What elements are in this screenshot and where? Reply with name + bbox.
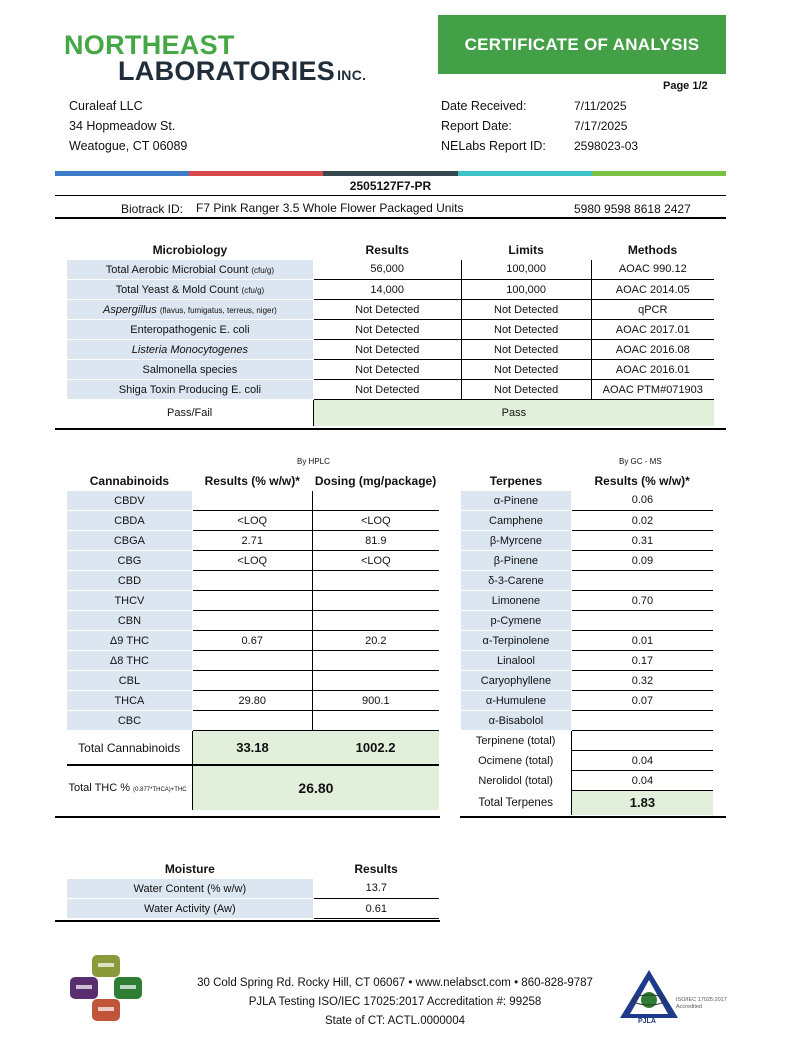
row-label: CBDA (67, 511, 193, 531)
cell: 0.07 (571, 691, 713, 711)
cell (192, 611, 312, 631)
cell: 0.04 (571, 751, 713, 771)
cell: Not Detected (461, 300, 591, 320)
cell (571, 731, 713, 751)
table-row (461, 491, 714, 511)
cell: 2.71 (192, 531, 312, 551)
cell (192, 671, 312, 691)
moisture-table (66, 859, 439, 919)
row-label: CBG (67, 551, 193, 571)
table-row (67, 511, 440, 531)
column-header: Microbiology (152, 242, 228, 257)
pjla-text: PJLA (638, 1018, 656, 1025)
cell (312, 671, 439, 691)
row-label: Water Activity (Aw) (67, 899, 314, 919)
cell: <LOQ (312, 551, 439, 571)
table-row (67, 611, 440, 631)
row-label: α-Humulene (461, 691, 572, 711)
cell (192, 711, 312, 731)
row-label: THCA (67, 691, 193, 711)
cell (312, 651, 439, 671)
row-label: Ocimene (total) (478, 754, 554, 767)
table-header-row (461, 471, 714, 491)
cell: 29.80 (192, 691, 312, 711)
cell: AOAC 990.12 (591, 260, 714, 280)
cell: 0.09 (571, 551, 713, 571)
cell: <LOQ (192, 551, 312, 571)
cell: Not Detected (461, 360, 591, 380)
pass-fail-value: Pass (313, 400, 714, 427)
table-row (67, 260, 715, 280)
cell: Not Detected (313, 380, 461, 400)
cell: 0.17 (571, 651, 713, 671)
cell (192, 491, 312, 511)
cell: 81.9 (312, 531, 439, 551)
cell: AOAC 2017.01 (591, 320, 714, 340)
column-header: Moisture (164, 861, 215, 876)
biotrack-label: Biotrack ID: (121, 202, 184, 216)
row-label: Shiga Toxin Producing E. coli (67, 380, 314, 400)
cell: <LOQ (312, 511, 439, 531)
row-label: α-Terpinolene (461, 631, 572, 651)
row-label: α-Bisabolol (461, 711, 572, 731)
hplc-method-label: By HPLC (297, 457, 330, 466)
report-date: 7/17/2025 (574, 119, 628, 133)
column-header: Methods (627, 242, 678, 257)
client-address2: Weatogue, CT 06089 (69, 139, 188, 153)
cell: 0.04 (571, 771, 713, 791)
row-label: CBL (67, 671, 193, 691)
client-info (69, 96, 187, 156)
row-label: Total Yeast & Mold Count (cfu/g) (67, 280, 314, 300)
table-row (461, 711, 714, 731)
table-row (67, 691, 440, 711)
cell: 0.06 (571, 491, 713, 511)
footer-accreditation: PJLA Testing ISO/IEC 17025:2017 Accreditation #: 99258 (248, 996, 542, 1008)
cell: 0.67 (192, 631, 312, 651)
table-row (67, 711, 440, 731)
table-row (67, 571, 440, 591)
gcms-method-label: By GC - MS (619, 457, 662, 466)
cell (312, 491, 439, 511)
table-header-row (67, 859, 440, 879)
table-row (67, 380, 715, 400)
cell: AOAC 2014.05 (591, 280, 714, 300)
divider (55, 217, 726, 219)
table-row (461, 631, 714, 651)
cell: <LOQ (192, 511, 312, 531)
table-header-row (67, 471, 440, 491)
report-values (574, 96, 638, 156)
total-thc-value: 26.80 (192, 765, 439, 810)
table-row (67, 879, 440, 899)
total-cannabinoids-label: Total Cannabinoids (78, 740, 181, 755)
total-terpenes-value: 1.83 (571, 791, 713, 815)
table-row (67, 591, 440, 611)
cell: Not Detected (313, 300, 461, 320)
table-row (67, 320, 715, 340)
table-row (67, 280, 715, 300)
column-header: Results (354, 861, 398, 876)
cell (571, 611, 713, 631)
cell (312, 611, 439, 631)
report-date-label: Report Date: (441, 119, 512, 133)
row-label: CBN (67, 611, 193, 631)
cannabinoids-table (66, 471, 439, 810)
row-label: Salmonella species (67, 360, 314, 380)
cell: Not Detected (461, 320, 591, 340)
pass-fail-row (67, 400, 715, 427)
total-cannabinoids-row (67, 731, 440, 766)
column-header: Terpenes (489, 473, 543, 488)
table-row (461, 771, 714, 791)
total-cannabinoids-dose: 1002.2 (312, 731, 439, 766)
cell: Not Detected (313, 320, 461, 340)
table-row (67, 300, 715, 320)
cell: 14,000 (313, 280, 461, 300)
cell: 20.2 (312, 631, 439, 651)
table-row (461, 531, 714, 551)
cell (571, 571, 713, 591)
cell: Not Detected (313, 360, 461, 380)
cell: 0.70 (571, 591, 713, 611)
cell: AOAC 2016.01 (591, 360, 714, 380)
row-label: Linalool (461, 651, 572, 671)
table-row (461, 651, 714, 671)
terpenes-table (460, 471, 713, 815)
table-row (67, 340, 715, 360)
cell (192, 591, 312, 611)
report-labels (441, 96, 546, 156)
footer-address: 30 Cold Spring Rd. Rocky Hill, CT 06067 • www.nelabsct.com • 860-828-9787 (197, 977, 593, 989)
pjla-logo-icon (618, 968, 680, 1031)
cell: Not Detected (313, 340, 461, 360)
column-header: Limits (508, 242, 544, 257)
divider (55, 920, 440, 922)
report-id-label: NELabs Report ID: (441, 139, 546, 153)
row-label: Aspergillus (flavus, fumigatus, terreus, niger) (67, 300, 314, 320)
row-label: CBDV (67, 491, 193, 511)
cell: 56,000 (313, 260, 461, 280)
cell: 900.1 (312, 691, 439, 711)
table-row (67, 531, 440, 551)
cell: 0.02 (571, 511, 713, 531)
cell: Not Detected (461, 380, 591, 400)
cell: 100,000 (461, 280, 591, 300)
cell: AOAC 2016.08 (591, 340, 714, 360)
client-address1: 34 Hopmeadow St. (69, 119, 176, 133)
date-received-label: Date Received: (441, 99, 527, 113)
cell: 0.61 (313, 899, 439, 919)
table-row (67, 631, 440, 651)
column-header: Results (% w/w)* (204, 473, 300, 488)
total-terpenes-label: Total Terpenes (478, 796, 553, 809)
table-row (461, 511, 714, 531)
row-label: CBD (67, 571, 193, 591)
cell (571, 711, 713, 731)
accreditation-badges-icon (68, 953, 144, 1033)
column-header: Results (365, 242, 409, 257)
footer-state-license: State of CT: ACTL.0000004 (324, 1015, 465, 1027)
cell: qPCR (591, 300, 714, 320)
table-row (461, 691, 714, 711)
cell: 0.31 (571, 531, 713, 551)
divider (55, 816, 440, 818)
row-label: Terpinene (total) (475, 734, 556, 747)
iso-accredited-text: ISO/IEC 17025:2017 Accredited (676, 997, 727, 1010)
sample-description: F7 Pink Ranger 3.5 Whole Flower Packaged Units (196, 201, 464, 215)
table-row (461, 671, 714, 691)
pass-fail-label: Pass/Fail (167, 407, 213, 419)
table-row (67, 671, 440, 691)
table-row (67, 899, 440, 919)
row-label: Δ9 THC (67, 631, 193, 651)
table-row (67, 551, 440, 571)
row-label: Camphene (461, 511, 572, 531)
row-label: β-Pinene (461, 551, 572, 571)
cell: 0.32 (571, 671, 713, 691)
total-thc-row (67, 765, 440, 810)
cell: 0.01 (571, 631, 713, 651)
table-row (461, 571, 714, 591)
cell (192, 571, 312, 591)
report-id: 2598023-03 (574, 139, 639, 153)
cell: AOAC PTM#071903 (591, 380, 714, 400)
cell: 100,000 (461, 260, 591, 280)
row-label: CBC (67, 711, 193, 731)
cell (312, 711, 439, 731)
row-label: Caryophyllene (461, 671, 572, 691)
table-row (461, 611, 714, 631)
cell (312, 571, 439, 591)
page-number: Page 1/2 (663, 80, 708, 92)
row-label: α-Pinene (461, 491, 572, 511)
certificate-title: CERTIFICATE OF ANALYSIS (438, 15, 726, 74)
row-label: Limonene (461, 591, 572, 611)
table-row (461, 731, 714, 751)
row-label: Δ8 THC (67, 651, 193, 671)
cell: 13.7 (313, 879, 439, 899)
column-header: Dosing (mg/package) (314, 473, 437, 488)
total-cannabinoids-result: 33.18 (192, 731, 312, 766)
column-header: Results (% w/w)* (594, 473, 690, 488)
row-label: Total Aerobic Microbial Count (cfu/g) (67, 260, 314, 280)
divider (55, 195, 726, 196)
row-label: Enteropathogenic E. coli (67, 320, 314, 340)
table-row (461, 551, 714, 571)
row-label: THCV (67, 591, 193, 611)
client-name: Curaleaf LLC (69, 99, 143, 113)
column-header: Cannabinoids (89, 473, 170, 488)
color-divider (55, 171, 726, 176)
row-label: Nerolidol (total) (478, 774, 553, 787)
cell (312, 591, 439, 611)
footer-contact (160, 974, 630, 1031)
divider (55, 428, 726, 430)
table-row (67, 491, 440, 511)
logo-northeast: NORTHEAST (64, 30, 235, 60)
microbiology-table (66, 240, 714, 426)
table-row (67, 651, 440, 671)
date-received: 7/11/2025 (574, 99, 627, 113)
table-row (461, 591, 714, 611)
row-label: Listeria Monocytogenes (67, 340, 314, 360)
biotrack-id: 5980 9598 8618 2427 (574, 202, 691, 216)
table-row (67, 360, 715, 380)
total-thc-label: Total THC % (0.877*THCA)+THC (67, 765, 193, 810)
logo-laboratories: LABORATORIES INC. (118, 56, 367, 86)
divider (460, 816, 726, 818)
total-terpenes-row (461, 791, 714, 815)
row-label: Water Content (% w/w) (67, 879, 314, 899)
row-label: CBGA (67, 531, 193, 551)
cell: Not Detected (461, 340, 591, 360)
sample-id: 2505127F7-PR (349, 179, 432, 193)
table-row (461, 751, 714, 771)
row-label: δ-3-Carene (461, 571, 572, 591)
table-header-row (67, 240, 715, 260)
cell (192, 651, 312, 671)
row-label: β-Myrcene (461, 531, 572, 551)
row-label: p-Cymene (461, 611, 572, 631)
